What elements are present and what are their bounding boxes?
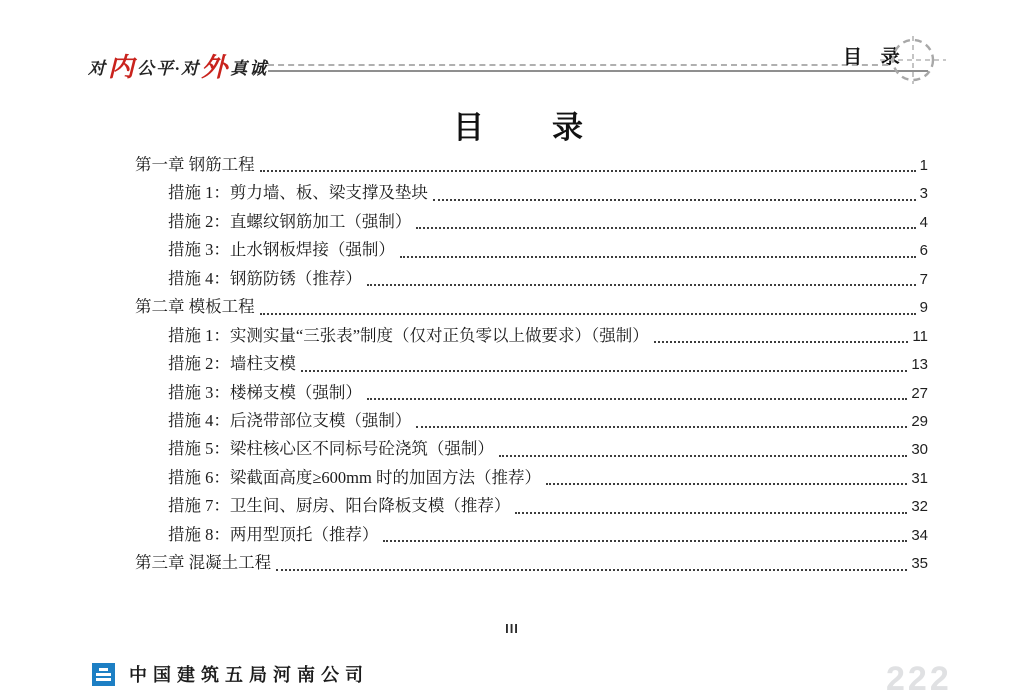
dashed-circle-crosshair-icon: [872, 20, 952, 100]
toc-entry[interactable]: [135, 549, 928, 577]
toc-entry-page-number: 34: [911, 526, 928, 544]
toc-entry-label: 措施 4：钢筋防锈（推荐）: [168, 268, 362, 288]
toc-entry-page-number: 30: [911, 441, 928, 459]
toc-leader-dots: [260, 313, 916, 315]
toc-entry-page-number: 27: [911, 384, 928, 402]
toc-leader-dots: [383, 540, 907, 542]
toc-entry[interactable]: [135, 464, 928, 492]
company-name: 中国建筑五局河南公司: [129, 665, 369, 685]
toc-leader-dots: [260, 170, 916, 172]
toc-leader-dots: [416, 227, 915, 229]
motto-char: 对: [181, 58, 201, 78]
toc-entry[interactable]: [135, 435, 928, 463]
motto-char: 真诚: [230, 58, 269, 78]
company-logo-icon: [92, 663, 115, 686]
toc-leader-dots: [654, 341, 909, 343]
toc-leader-dots: [367, 284, 916, 286]
toc-entry[interactable]: [135, 521, 928, 549]
toc-entry-label: 第一章 钢筋工程: [135, 155, 255, 174]
toc-entry[interactable]: [135, 236, 928, 264]
toc-entry-label: 措施 1：剪力墙、板、梁支撑及垫块: [168, 183, 428, 203]
toc-leader-dots: [433, 199, 916, 201]
toc-entry-label: 措施 7：卫生间、厨房、阳台降板支模（推荐）: [168, 496, 511, 516]
toc-entry-page-number: 4: [919, 213, 928, 231]
toc-leader-dots: [416, 426, 907, 428]
toc-entry-label: 措施 6：梁截面高度≥600mm 时的加固方法（推荐）: [168, 467, 541, 487]
motto-char: ·: [175, 58, 182, 78]
toc-leader-dots: [367, 398, 907, 400]
toc-entry[interactable]: [135, 151, 928, 179]
motto-accent-char: 内: [108, 53, 137, 82]
header-rule-solid: [268, 70, 928, 72]
toc-entry-page-number: 13: [911, 356, 928, 374]
toc-entry-page-number: 1: [919, 157, 928, 174]
toc-leader-dots: [546, 483, 907, 485]
toc-leader-dots: [499, 455, 907, 457]
toc-entry-label: 措施 5：梁柱核心区不同标号砼浇筑（强制）: [168, 439, 494, 459]
toc-entry-label: 措施 2：墙柱支模: [168, 354, 296, 374]
toc-entry[interactable]: [135, 179, 928, 207]
toc-entry[interactable]: [135, 265, 928, 293]
toc-entry-page-number: 32: [911, 498, 928, 516]
toc-entry[interactable]: [135, 379, 928, 407]
toc-entry[interactable]: [135, 407, 928, 435]
toc-entry-label: 措施 8：两用型顶托（推荐）: [168, 524, 379, 544]
header-section-label: 目 录: [843, 47, 907, 68]
page-title: 目 录: [453, 110, 585, 145]
motto-char: 对: [88, 58, 107, 78]
toc-leader-dots: [301, 370, 907, 372]
toc-entry[interactable]: [135, 293, 928, 321]
toc-entry-page-number: 6: [919, 242, 928, 260]
toc-leader-dots: [515, 512, 907, 514]
toc-entry-page-number: 9: [919, 299, 928, 317]
toc-entry-label: 措施 1：实测实量“三张表”制度（仅对正负零以上做要求）（强制）: [168, 325, 649, 345]
toc-leader-dots: [400, 256, 916, 258]
toc-entry-label: 第三章 混凝土工程: [135, 553, 272, 573]
page-edge-artifact: 222: [886, 660, 952, 692]
toc-entry-page-number: 3: [919, 185, 928, 203]
toc-entry-page-number: 11: [912, 327, 928, 345]
toc-entry-label: 第二章 模板工程: [135, 297, 255, 317]
folio-page-number: III: [505, 621, 519, 636]
header-rule-dashed: [268, 64, 888, 66]
table-of-contents: [135, 151, 928, 578]
motto-char: 公平: [137, 58, 176, 78]
toc-entry-page-number: 35: [911, 555, 928, 573]
toc-entry-page-number: 31: [911, 469, 928, 487]
toc-entry-label: 措施 4：后浇带部位支模（强制）: [168, 410, 412, 430]
footer: [92, 661, 369, 687]
toc-entry[interactable]: [135, 322, 928, 350]
motto-accent-char: 外: [201, 53, 230, 82]
toc-entry-label: 措施 2：直螺纹钢筋加工（强制）: [168, 211, 412, 231]
toc-entry[interactable]: [135, 350, 928, 378]
toc-leader-dots: [276, 569, 907, 571]
toc-entry-label: 措施 3：止水钢板焊接（强制）: [168, 240, 395, 260]
toc-entry-page-number: 7: [919, 270, 928, 288]
header-motto: [88, 48, 268, 88]
toc-entry-label: 措施 3：楼梯支模（强制）: [168, 382, 362, 402]
toc-entry[interactable]: [135, 208, 928, 236]
toc-entry-page-number: 29: [911, 412, 928, 430]
toc-entry[interactable]: [135, 492, 928, 520]
